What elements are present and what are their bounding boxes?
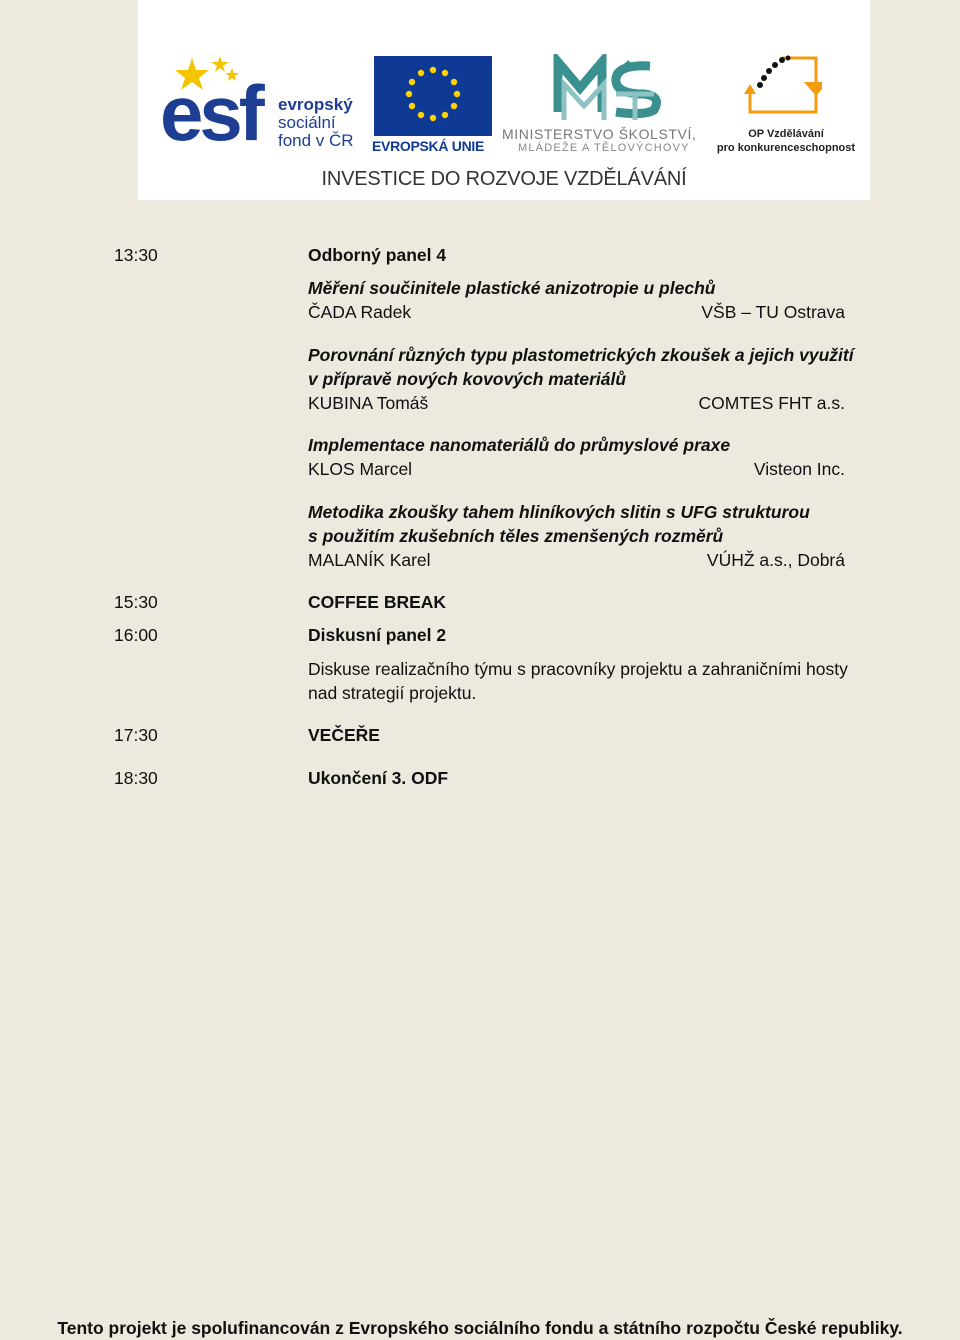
talk-speaker-row <box>308 391 853 415</box>
talk-speaker-row <box>308 457 853 481</box>
speaker-name: MALANÍK Karel <box>308 550 431 570</box>
time-label: 17:30 <box>114 725 158 745</box>
logo-header <box>138 0 870 200</box>
esf-line-1: evropský <box>278 95 353 114</box>
talk-speaker-row <box>308 300 853 324</box>
funding-footer: Tento projekt je spolufinancován z Evropského sociálního fondu a státního rozpočtu České republiky. <box>57 1318 903 1338</box>
session-description: Diskuse realizačního týmu s pracovníky projektu a zahraničními hosty <box>308 659 848 679</box>
speaker-organization: VŠB – TU Ostrava <box>701 302 845 322</box>
msmt-ministry-label: MINISTERSTVO ŠKOLSTVÍ, <box>502 126 697 142</box>
session-title: COFFEE BREAK <box>308 592 447 612</box>
speaker-name: KUBINA Tomáš <box>308 393 429 413</box>
op-line-2: pro konkurenceschopnost <box>716 142 856 154</box>
session-content <box>308 766 853 790</box>
talk-content <box>308 276 853 324</box>
speaker-organization: COMTES FHT a.s. <box>698 393 845 413</box>
talk-title: Implementace nanomateriálů do průmyslové praxe <box>308 435 731 455</box>
talk-content <box>308 343 853 415</box>
esf-wordmark: esf <box>160 69 261 157</box>
talk-title: Měření součinitele plastické anizotropie u plechů <box>308 278 716 298</box>
session-content <box>308 723 853 747</box>
session-content <box>308 590 853 614</box>
header-tagline: INVESTICE DO ROZVOJE VZDĚLÁVÁNÍ <box>321 168 687 190</box>
esf-line-2: sociální <box>278 113 336 132</box>
op-vzdelavani-label <box>716 127 856 155</box>
session-title: Ukončení 3. ODF <box>308 768 449 788</box>
speaker-organization: Visteon Inc. <box>753 459 845 479</box>
session-description-cont: nad strategií projektu. <box>308 683 477 703</box>
time-label: 15:30 <box>114 592 158 612</box>
talk-title: Porovnání různých typu plastometrických zkoušek a jejich využití <box>308 345 854 365</box>
op-vzdelavani-logo-icon <box>742 54 822 126</box>
session-title: Diskusní panel 2 <box>308 625 447 645</box>
talk-speaker-row <box>308 548 853 572</box>
eu-flag-icon <box>374 56 492 136</box>
session-title: Odborný panel 4 <box>308 245 447 265</box>
op-line-1: OP Vzdělávání <box>748 128 824 140</box>
talk-title-cont: v přípravě nových kovových materiálů <box>308 369 627 389</box>
esf-logo <box>160 60 360 160</box>
speaker-name: KLOS Marcel <box>308 459 413 479</box>
eu-label: EVROPSKÁ UNIE <box>372 138 485 154</box>
session-content <box>308 243 853 267</box>
talk-title: Metodika zkoušky tahem hliníkových slitin s UFG strukturou <box>308 502 810 522</box>
talk-content <box>308 500 853 572</box>
esf-line-3: fond v ČR <box>278 131 354 150</box>
session-content <box>308 623 853 705</box>
speaker-name: ČADA Radek <box>308 302 412 322</box>
talk-title-cont: s použitím zkušebních těles zmenšených rozměrů <box>308 526 724 546</box>
time-label: 16:00 <box>114 625 158 645</box>
session-title: VEČEŘE <box>308 725 380 745</box>
talk-content <box>308 433 853 481</box>
time-label: 18:30 <box>114 768 158 788</box>
eu-stars-icon <box>374 56 492 136</box>
speaker-organization: VÚHŽ a.s., Dobrá <box>706 550 845 570</box>
time-label: 13:30 <box>114 245 158 265</box>
msmt-youth-label: MLÁDEŽE A TĚLOVÝCHOVY <box>518 142 690 154</box>
